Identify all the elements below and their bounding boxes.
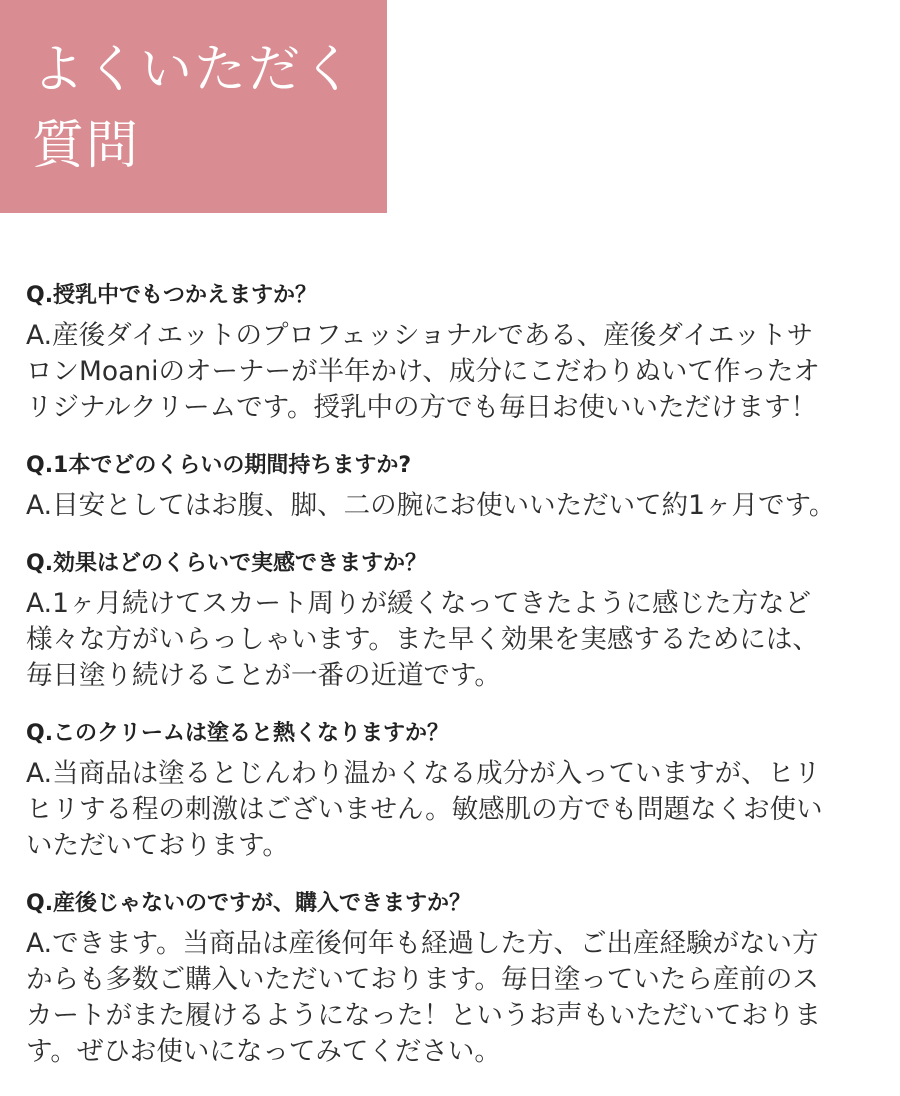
faq-answer-line: いただいております。 <box>26 830 289 861</box>
faq-question: Q.授乳中でもつかえますか？ <box>26 283 318 308</box>
faq-answer <box>26 318 892 426</box>
section-title-line-2: 質問 <box>32 116 141 176</box>
faq-answer-line: 毎日塗り続けることが一番の近道です。 <box>26 660 501 691</box>
faq-list <box>26 278 892 1092</box>
faq-answer-line: A.1ヶ月続けてスカート周りが緩くなってきたように感じた方など <box>26 588 811 619</box>
faq-answer-line: A.産後ダイエットのプロフェッショナルである、産後ダイエットサ <box>26 320 814 351</box>
faq-answer-line: からも多数ご購入いただいております。毎日塗っていたら産前のス <box>26 964 819 995</box>
faq-item <box>26 716 892 864</box>
faq-question: Q.1本でどのくらいの期間持ちますか? <box>26 453 412 478</box>
faq-answer <box>26 926 892 1070</box>
faq-answer-line: カートがまた履けるようになった！というお声もいただいておりま <box>26 1000 821 1031</box>
faq-answer-line: リジナルクリームです。授乳中の方でも毎日お使いいただけます！ <box>26 392 818 423</box>
faq-answer-line: す。ぜひお使いになってみてください。 <box>26 1036 501 1067</box>
faq-answer <box>26 488 892 524</box>
faq-answer <box>26 586 892 694</box>
section-title-line-1: よくいただく <box>32 40 357 100</box>
faq-question: Q.産後じゃないのですが、購入できますか？ <box>26 891 472 916</box>
section-header <box>0 0 387 213</box>
faq-item <box>26 278 892 426</box>
faq-answer-line: ヒリする程の刺激はございません。敏感肌の方でも問題なくお使い <box>26 794 823 825</box>
faq-item <box>26 886 892 1070</box>
faq-answer-line: A.目安としてはお腹、脚、二の腕にお使いいただいて約1ヶ月です。 <box>26 490 836 521</box>
faq-item <box>26 448 892 524</box>
faq-answer-line: A.当商品は塗るとじんわり温かくなる成分が入っていますが、ヒリ <box>26 758 821 789</box>
faq-question: Q.このクリームは塗ると熱くなりますか？ <box>26 721 450 746</box>
faq-question: Q.効果はどのくらいで実感できますか？ <box>26 551 428 576</box>
faq-answer <box>26 756 892 864</box>
faq-answer-line: 様々な方がいらっしゃいます。また早く効果を実感するためには、 <box>26 624 819 655</box>
faq-answer-line: A.できます。当商品は産後何年も経過した方、ご出産経験がない方 <box>26 928 819 959</box>
faq-answer-line: ロンMoaniのオーナーが半年かけ、成分にこだわりぬいて作ったオ <box>26 356 820 387</box>
faq-item <box>26 546 892 694</box>
